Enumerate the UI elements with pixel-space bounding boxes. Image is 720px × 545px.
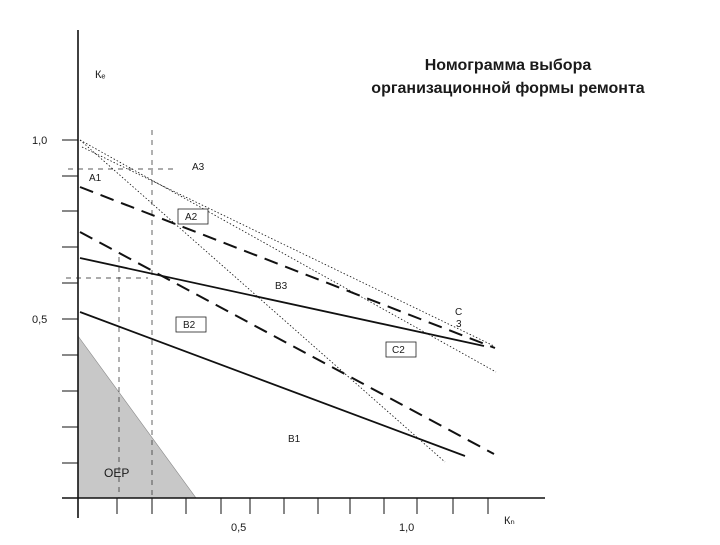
title-line-1: Номограмма выбора bbox=[424, 57, 592, 74]
dotted-lines bbox=[80, 140, 496, 462]
dashed-lines bbox=[80, 187, 495, 454]
x-tick-0-5: 0,5 bbox=[231, 522, 247, 534]
line-A2 bbox=[80, 187, 495, 348]
label-C3-top: С bbox=[455, 307, 463, 318]
title-line-2: организационной формы ремонта bbox=[371, 80, 645, 97]
label-A3: А3 bbox=[192, 162, 205, 173]
label-A1: А1 bbox=[89, 173, 102, 184]
oer-region bbox=[78, 336, 196, 498]
label-B2: В2 bbox=[183, 320, 196, 331]
label-B3: В3 bbox=[275, 281, 288, 292]
label-C2: С2 bbox=[392, 345, 405, 356]
label-C3-bottom: 3 bbox=[456, 319, 462, 330]
y-axis-label: Кₑ bbox=[95, 69, 106, 81]
x-tick-1-0: 1,0 bbox=[399, 522, 415, 534]
line-B2 bbox=[80, 232, 494, 454]
line-A3-second bbox=[82, 147, 494, 346]
line-B3 bbox=[80, 258, 484, 346]
x-ticks bbox=[78, 498, 488, 514]
y-ticks bbox=[62, 140, 78, 463]
label-B1: В1 bbox=[288, 434, 301, 445]
y-tick-0-5: 0,5 bbox=[32, 314, 48, 326]
label-oer: ОЕР bbox=[104, 466, 130, 480]
x-axis-label: Кₙ bbox=[504, 515, 515, 527]
label-A2: А2 bbox=[185, 212, 198, 223]
y-tick-1-0: 1,0 bbox=[32, 135, 48, 147]
line-A3 bbox=[80, 140, 496, 372]
